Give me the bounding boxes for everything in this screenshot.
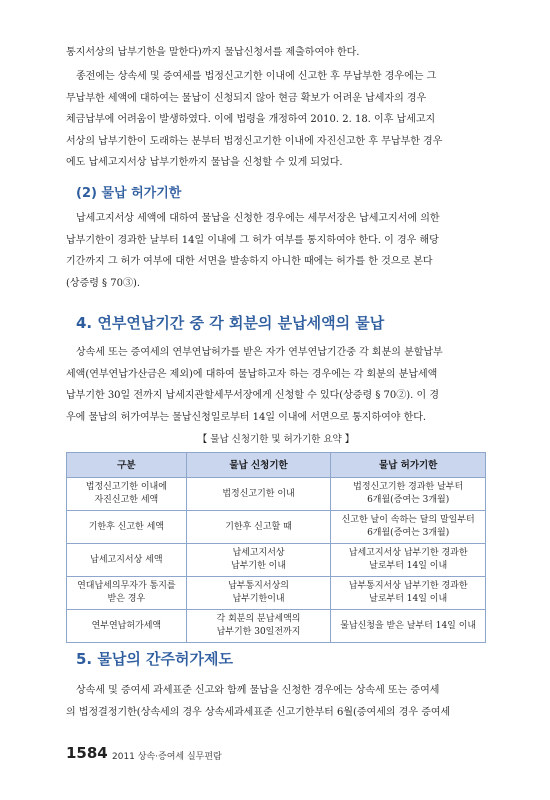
table-cell: 법정신고기한 이내: [186, 478, 331, 511]
text-line: 우에 물납의 허가여부는 물납신청일로부터 14일 이내에 서면으로 통지하여야 한다.: [66, 411, 427, 423]
text-line: 세액(연부연납가산금은 제외)에 대하여 물납하고자 하는 경우에는 각 회분의 분납세액: [66, 368, 438, 380]
text-line: 기간까지 그 허가 여부에 대한 서면을 발송하지 아니한 때에는 허가를 한 것으로 본다: [66, 256, 433, 267]
table-cell: 신고한 날이 속하는 달의 말일부터 6개월(증여는 3개월): [331, 511, 486, 544]
subsection-heading: (2) 물납 허가기한: [76, 186, 182, 201]
section-heading-5: 5. 물납의 간주허가제도: [76, 650, 233, 668]
table-caption: 【 물납 신청기한 및 허가기한 요약 】: [197, 434, 355, 445]
table-cell: 납세고지서상 납부기한 경과한 날로부터 14일 이내: [331, 544, 486, 577]
text-line: (상증령 § 70③).: [66, 277, 141, 289]
text-line: 의 법정결정기한(상속세의 경우 상속세과세표준 신고기한부터 6월(증여세의 경우 증여세: [66, 706, 451, 718]
page-number: 1584: [66, 744, 108, 762]
text-line: 납세고지서상 세액에 대하여 물납을 신청한 경우에는 세무서장은 납세고지서에 의한: [76, 213, 440, 224]
text-line: 무납부한 세액에 대하여는 물납이 신청되지 않아 현금 확보가 어려운 납세자의 경우: [66, 92, 427, 104]
table-cell: 물납신청을 받은 날부터 14일 이내: [331, 610, 486, 643]
text-line: 상속세 및 증여세 과세표준 신고와 함께 물납을 신청한 경우에는 상속세 또는 증여세: [76, 685, 440, 696]
paragraph-4: [66, 342, 486, 428]
paragraph-3: [66, 208, 486, 294]
text-line: 에도 납세고지서상 납부기한까지 물납을 신청할 수 있게 되었다.: [66, 157, 343, 168]
table-cell: 기한후 신고한 세액: [67, 511, 187, 544]
summary-table: [66, 452, 486, 643]
text-line: 납부기한 30일 전까지 납세지관할세무서장에게 신청할 수 있다(상증령 § 70②). 이 경: [66, 390, 440, 401]
table-cell: 납세고지서상 납부기한 이내: [186, 544, 331, 577]
table-row: [67, 544, 486, 577]
text-line: 종전에는 상속세 및 증여세를 법정신고기한 이내에 신고한 후 무납부한 경우에는 그: [76, 71, 437, 82]
table-row: [67, 610, 486, 643]
table-cell: 기한후 신고할 때: [186, 511, 331, 544]
paragraph-5: [66, 680, 486, 723]
table-cell: 납부통지서상 납부기한 경과한 날로부터 14일 이내: [331, 577, 486, 610]
header-category: 구분: [67, 453, 187, 478]
text-line: 서상의 납부기한이 도래하는 분부터 법정신고기한 이내에 자진신고한 후 무납부한 경우: [66, 135, 443, 147]
text-line: 상속세 또는 증여세의 연부연납허가를 받은 자가 연부연납기간중 각 회분의 분할납부: [76, 347, 443, 358]
text-line: 통지서상의 납부기한을 말한다)까지 물납신청서를 제출하여야 한다.: [66, 47, 360, 58]
table-cell: 연부연납허가세액: [67, 610, 187, 643]
header-application-deadline: 물납 신청기한: [186, 453, 331, 478]
header-approval-deadline: 물납 허가기한: [331, 453, 486, 478]
table-row: [67, 478, 486, 511]
section-heading-4: 4. 연부연납기간 중 각 회분의 분납세액의 물납: [76, 314, 385, 332]
paragraph-1: [66, 42, 486, 64]
table-cell: 각 회분의 분납세액의 납부기한 30일전까지: [186, 610, 331, 643]
text-line: 체금납부에 어려움이 발생하였다. 이에 법령을 개정하여 2010. 2. 18. 이후 납세고지: [66, 114, 436, 125]
table-row: [67, 511, 486, 544]
table-row: [67, 577, 486, 610]
table-cell: 납부통지서상의 납부기한이내: [186, 577, 331, 610]
table-header-row: [67, 453, 486, 478]
paragraph-2: [66, 66, 486, 174]
table-cell: 연대납세의무자가 통지를 받은 경우: [67, 577, 187, 610]
table-cell: 법정신고기한 이내에 자진신고한 세액: [67, 478, 187, 511]
table-cell: 법정신고기한 경과한 날부터 6개월(증여는 3개월): [331, 478, 486, 511]
text-line: 납부기한이 경과한 날부터 14일 이내에 그 허가 여부를 통지하여야 한다. 이 경우 해당: [66, 234, 439, 246]
running-footer: 2011 상속·증여세 실무편람: [112, 752, 222, 762]
table-cell: 납세고지서상 세액: [67, 544, 187, 577]
